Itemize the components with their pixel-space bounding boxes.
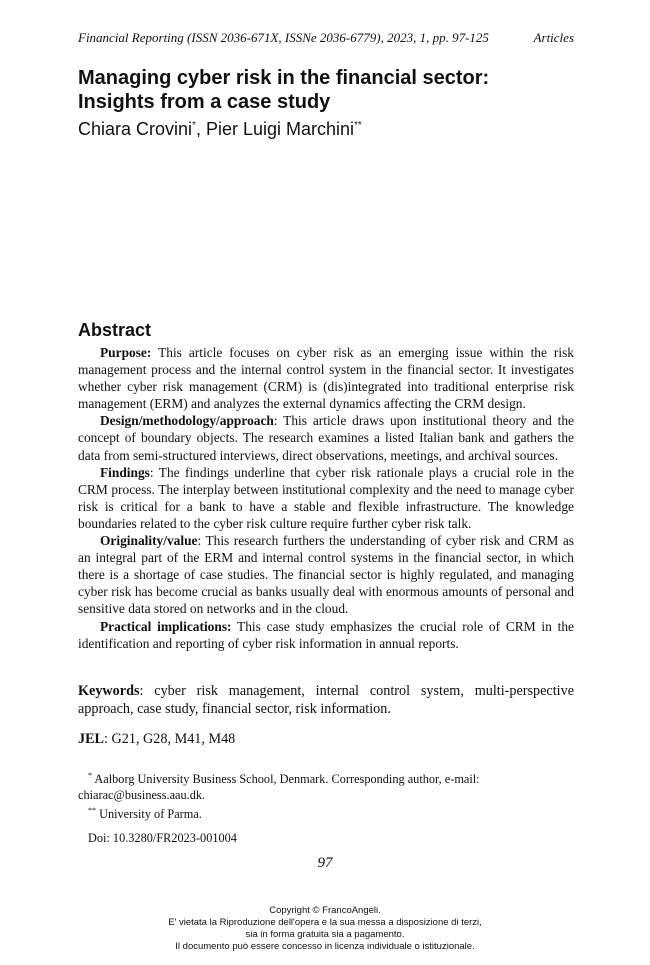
section-label: Articles: [533, 30, 574, 45]
findings-label: Findings: [100, 464, 150, 480]
footnote-2-text: University of Parma.: [96, 807, 202, 822]
author-name: Chiara Crovini: [78, 119, 193, 139]
doi: Doi: 10.3280/FR2023-001004: [88, 831, 237, 845]
keywords-text: : cyber risk management, internal control system, multi-perspective approach, case study, financial sector, risk information.: [78, 683, 574, 717]
abstract-findings: [78, 464, 574, 532]
jel-codes: [78, 731, 235, 748]
originality-text: : This research furthers the understanding of cyber risk and CRM as an integral part of the ERM and internal control systems in the financial sector, in which there is a shortage of case studies. The financial sector is highly regulated, and managing cyber risk has become crucial as banks usually deal with enormous amounts of personal and sensitive data stored on networks and in the cloud.: [78, 533, 574, 617]
abstract-originality: [78, 532, 574, 617]
title-line-1: Managing cyber risk in the financial sector:: [78, 67, 490, 89]
author-name: Pier Luigi Marchini: [205, 119, 355, 139]
design-label: Design/methodology/approach: [100, 413, 274, 429]
purpose-text: This article focuses on cyber risk as an emerging issue within the risk management process and the internal control system in the financial sector. It investigates whether cyber risk management (CRM) is (dis)integrated into traditional enterprise risk management (ERM) and analyzes the external dynamics affecting the CRM design.: [78, 345, 574, 412]
page-number: 97: [317, 855, 333, 871]
originality-label: Originality/value: [100, 533, 198, 549]
affiliation-marker: *: [192, 120, 196, 131]
author-list: [78, 119, 362, 140]
abstract-heading: Abstract: [78, 320, 152, 340]
footnote-2: [78, 803, 574, 822]
footnote-marker: **: [88, 806, 96, 816]
copyright-line: Copyright © FrancoAngeli.: [269, 905, 381, 916]
jel-label: JEL: [78, 731, 105, 747]
copyright-line: sia in forma gratuita sia a pagamento.: [245, 929, 405, 940]
findings-text: : The findings underline that cyber risk rationale plays a crucial role in the CRM process. The interplay between institutional complexity and the need to manage cyber risk is critical for a bank to have a stable and flexible infrastructure. The knowledge boundaries related to the cyber risk culture require further cyber risk talk.: [78, 464, 574, 531]
copyright-line: Il documento può essere concesso in licenza individuale o istituzionale.: [175, 941, 475, 952]
journal-citation: Financial Reporting (ISSN 2036-671X, ISSNe 2036-6779), 2023, 1, pp. 97-125: [78, 30, 489, 45]
author-separator: ,: [195, 119, 206, 139]
abstract-purpose: [78, 344, 574, 412]
abstract-practical: [78, 618, 574, 652]
keywords-label: Keywords: [78, 683, 140, 699]
footnotes: [78, 768, 574, 822]
practical-text: This case study emphasizes the crucial role of CRM in the identification and reporting of cyber risk information in annual reports.: [78, 618, 574, 651]
keywords: [78, 682, 574, 718]
title-line-2: Insights from a case study: [78, 91, 331, 113]
practical-label: Practical implications:: [100, 618, 232, 634]
abstract-design: [78, 412, 574, 463]
footnote-1-text: Aalborg University Business School, Denmark. Corresponding author, e-mail: chiarac@business.aau.dk.: [78, 772, 480, 803]
design-text: : This article draws upon institutional theory and the concept of boundary objects. The research examines a listed Italian bank and gathers the data from semi-structured interviews, direct observations, meetings, and archival sources.: [78, 413, 574, 463]
abstract-body: [78, 344, 574, 652]
footnote-1: [78, 768, 574, 803]
purpose-label: Purpose:: [100, 345, 152, 360]
jel-text: : G21, G28, M41, M48: [104, 731, 236, 747]
footnote-marker: *: [88, 771, 92, 780]
copyright-line: E' vietata la Riproduzione dell'opera e la sua messa a disposizione di terzi,: [168, 917, 482, 928]
affiliation-marker: **: [354, 120, 362, 131]
running-header: [78, 30, 574, 46]
article-title: [78, 66, 578, 114]
copyright-notice: [0, 905, 650, 953]
